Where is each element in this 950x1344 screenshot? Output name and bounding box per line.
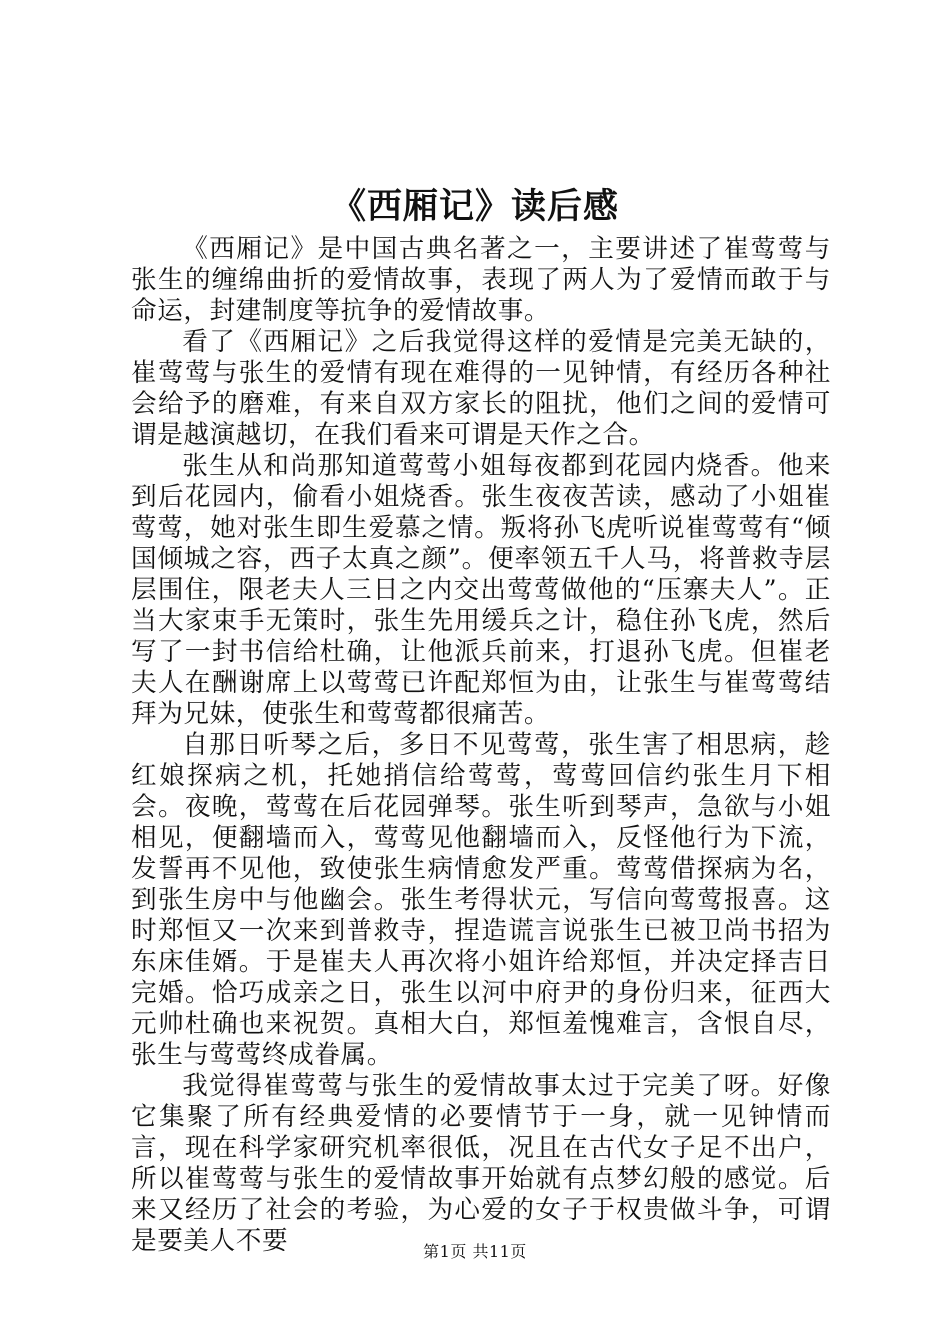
document-title: 《西厢记》读后感	[330, 186, 619, 227]
page-footer: 第1页 共11页	[423, 1242, 527, 1261]
paragraph-2: 看了《西厢记》之后我觉得这样的爱情是完美无缺的，崔莺莺与张生的爱情有现在难得的一见钟情，有经历各种社会给予的磨难，有来自双方家长的阻扰，他们之间的爱情可谓是越演越切，在我们看来可谓是天作之合。	[131, 327, 831, 450]
paragraph-1: 《西厢记》是中国古典名著之一，主要讲述了崔莺莺与张生的缠绵曲折的爱情故事，表现了两人为了爱情而敢于与命运，封建制度等抗争的爱情故事。	[131, 234, 831, 326]
paragraph-4: 自那日听琴之后，多日不见莺莺，张生害了相思病，趁红娘探病之机，托她捎信给莺莺，莺莺回信约张生月下相会。夜晚，莺莺在后花园弹琴。张生听到琴声，急欲与小姐相见，便翻墙而入，莺莺见他翻墙而入，反怪他行为下流，发誓再不见他，致使张生病情愈发严重。莺莺借探病为名，到张生房中与他幽会。张生考得状元，写信向莺莺报喜。这时郑恒又一次来到普救寺，捏造谎言说张生已被卫尚书招为东床佳婿。于是崔夫人再次将小姐许给郑恒，并决定择吉日完婚。恰巧成亲之日，张生以河中府尹的身份归来，征西大元帅杜确也来祝贺。真相大白，郑恒羞愧难言，含恨自尽，张生与莺莺终成眷属。	[131, 730, 831, 1070]
document-body	[131, 234, 831, 1257]
paragraph-3: 张生从和尚那知道莺莺小姐每夜都到花园内烧香。他来到后花园内，偷看小姐烧香。张生夜夜苦读，感动了小姐崔莺莺，她对张生即生爱慕之情。叛将孙飞虎听说崔莺莺有“倾国倾城之容，西子太真之颜”。便率领五千人马，将普救寺层层围住，限老夫人三日之内交出莺莺做他的“压寨夫人”。正当大家束手无策时，张生先用缓兵之计，稳住孙飞虎，然后写了一封书信给杜确，让他派兵前来，打退孙飞虎。但崔老夫人在酬谢席上以莺莺已许配郑恒为由，让张生与崔莺莺结拜为兄妹，使张生和莺莺都很痛苦。	[131, 451, 831, 729]
paragraph-5: 我觉得崔莺莺与张生的爱情故事太过于完美了呀。好像它集聚了所有经典爱情的必要情节于一身，就一见钟情而言，现在科学家研究机率很低，况且在古代女子足不出户，所以崔莺莺与张生的爱情故事开始就有点梦幻般的感觉。后来又经历了社会的考验，为心爱的女子于权贵做斗争，可谓是要美人不要	[131, 1071, 831, 1256]
